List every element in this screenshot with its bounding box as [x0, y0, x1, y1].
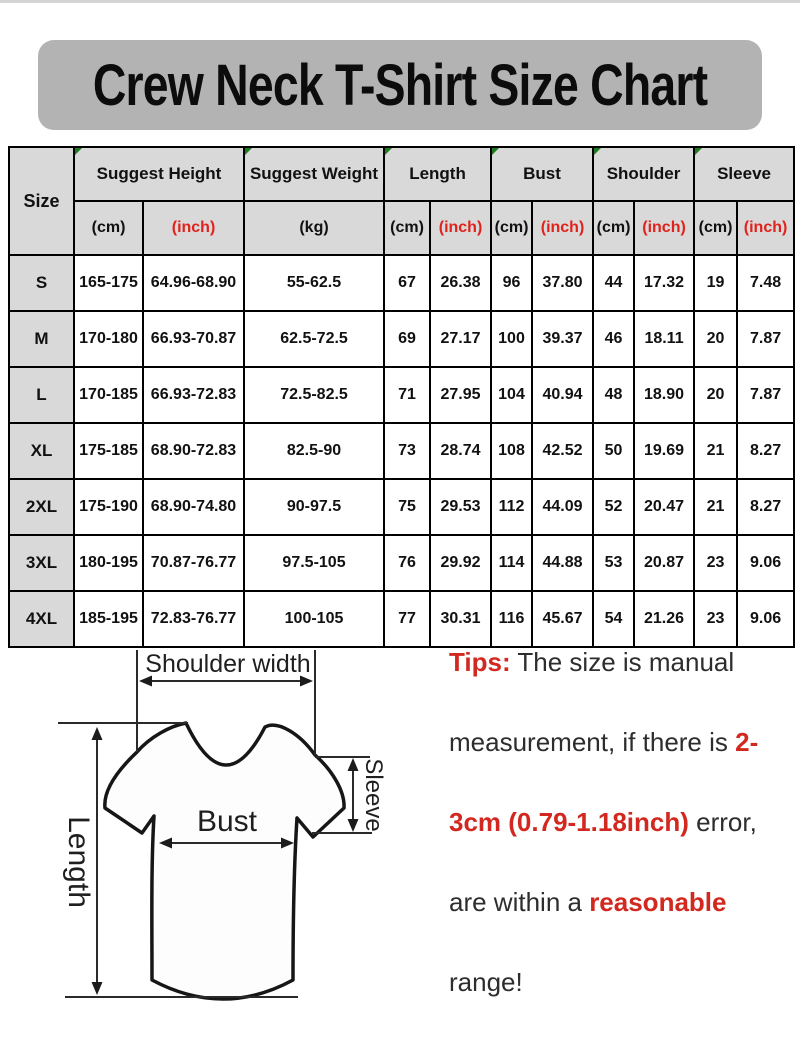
table-cell: 55-62.5 — [244, 255, 384, 311]
table-cell: 29.92 — [430, 535, 491, 591]
unit-header: (inch) — [634, 201, 694, 255]
table-cell: 20 — [694, 311, 737, 367]
table-cell: 7.87 — [737, 367, 794, 423]
table-row — [9, 591, 794, 647]
tips-segment: range! — [449, 967, 523, 997]
group-header-row — [9, 147, 794, 201]
tips-segment: are within a — [449, 887, 590, 917]
table-cell: 44.09 — [532, 479, 593, 535]
table-cell: 21 — [694, 423, 737, 479]
unit-header: (kg) — [244, 201, 384, 255]
shoulder-width-label: Shoulder width — [145, 650, 311, 678]
table-cell: 46 — [593, 311, 634, 367]
table-cell: 7.87 — [737, 311, 794, 367]
table-cell: 40.94 — [532, 367, 593, 423]
tips-segment: error, — [688, 807, 757, 837]
table-row — [9, 311, 794, 367]
table-row — [9, 535, 794, 591]
tips-line — [449, 886, 795, 966]
sleeve-label: Sleeve — [360, 758, 387, 832]
row-header-size: S — [9, 255, 74, 311]
table-cell: 20.87 — [634, 535, 694, 591]
table-cell: 64.96-68.90 — [143, 255, 244, 311]
table-cell: 19.69 — [634, 423, 694, 479]
unit-header: (cm) — [593, 201, 634, 255]
table-cell: 42.52 — [532, 423, 593, 479]
tips-segment: The size is manual — [510, 647, 735, 677]
table-cell: 44.88 — [532, 535, 593, 591]
table-cell: 9.06 — [737, 535, 794, 591]
unit-header: (cm) — [74, 201, 143, 255]
column-header-size: Size — [9, 147, 74, 255]
table-cell: 180-195 — [74, 535, 143, 591]
table-row — [9, 367, 794, 423]
table-cell: 18.11 — [634, 311, 694, 367]
row-header-size: M — [9, 311, 74, 367]
table-cell: 39.37 — [532, 311, 593, 367]
unit-header: (inch) — [737, 201, 794, 255]
table-cell: 27.95 — [430, 367, 491, 423]
table-cell: 70.87-76.77 — [143, 535, 244, 591]
tips-segment: reasonable — [589, 887, 727, 917]
table-cell: 45.67 — [532, 591, 593, 647]
table-cell: 8.27 — [737, 479, 794, 535]
tips-line — [449, 806, 795, 886]
table-cell: 18.90 — [634, 367, 694, 423]
table-cell: 26.38 — [430, 255, 491, 311]
unit-header: (cm) — [384, 201, 430, 255]
unit-header: (cm) — [491, 201, 532, 255]
table-cell: 66.93-72.83 — [143, 367, 244, 423]
table-cell: 71 — [384, 367, 430, 423]
length-label: Length — [62, 816, 95, 908]
table-cell: 72.5-82.5 — [244, 367, 384, 423]
column-group-header: Sleeve — [694, 147, 794, 201]
bust-label: Bust — [196, 805, 258, 838]
table-cell: 185-195 — [74, 591, 143, 647]
table-head — [9, 147, 794, 255]
table-cell: 100 — [491, 311, 532, 367]
table-cell: 28.74 — [430, 423, 491, 479]
tips-line — [449, 646, 795, 726]
unit-header: (inch) — [532, 201, 593, 255]
tips-line — [449, 966, 795, 1046]
table-cell: 53 — [593, 535, 634, 591]
table-cell: 69 — [384, 311, 430, 367]
table-cell: 54 — [593, 591, 634, 647]
top-divider — [0, 0, 800, 3]
column-group-header: Shoulder — [593, 147, 694, 201]
tips-segment: Tips: — [449, 647, 511, 677]
table-cell: 90-97.5 — [244, 479, 384, 535]
title-banner — [38, 40, 762, 130]
table-cell: 170-185 — [74, 367, 143, 423]
table-cell: 175-190 — [74, 479, 143, 535]
row-header-size: XL — [9, 423, 74, 479]
table-cell: 8.27 — [737, 423, 794, 479]
row-header-size: 3XL — [9, 535, 74, 591]
table-row — [9, 479, 794, 535]
table-cell: 27.17 — [430, 311, 491, 367]
table-cell: 23 — [694, 591, 737, 647]
table-cell: 82.5-90 — [244, 423, 384, 479]
table-cell: 9.06 — [737, 591, 794, 647]
table-cell: 48 — [593, 367, 634, 423]
page-title: Crew Neck T-Shirt Size Chart — [92, 52, 708, 118]
table-cell: 175-185 — [74, 423, 143, 479]
unit-header-row — [9, 201, 794, 255]
table-cell: 21.26 — [634, 591, 694, 647]
table-cell: 7.48 — [737, 255, 794, 311]
table-row — [9, 255, 794, 311]
table-cell: 23 — [694, 535, 737, 591]
tshirt-measurement-diagram — [0, 640, 445, 1040]
table-cell: 50 — [593, 423, 634, 479]
table-cell: 62.5-72.5 — [244, 311, 384, 367]
tips-segment: measurement, if there is — [449, 727, 736, 757]
unit-header: (cm) — [694, 201, 737, 255]
table-cell: 19 — [694, 255, 737, 311]
table-cell: 104 — [491, 367, 532, 423]
table-cell: 44 — [593, 255, 634, 311]
table-cell: 37.80 — [532, 255, 593, 311]
unit-header: (inch) — [430, 201, 491, 255]
table-cell: 72.83-76.77 — [143, 591, 244, 647]
table-cell: 112 — [491, 479, 532, 535]
row-header-size: 2XL — [9, 479, 74, 535]
table-cell: 29.53 — [430, 479, 491, 535]
table-cell: 100-105 — [244, 591, 384, 647]
tips-line — [449, 726, 795, 806]
table-cell: 97.5-105 — [244, 535, 384, 591]
table-body — [9, 255, 794, 647]
unit-header: (inch) — [143, 201, 244, 255]
table-cell: 96 — [491, 255, 532, 311]
column-group-header: Length — [384, 147, 491, 201]
table-cell: 68.90-74.80 — [143, 479, 244, 535]
table-cell: 67 — [384, 255, 430, 311]
table-cell: 30.31 — [430, 591, 491, 647]
table-cell: 20.47 — [634, 479, 694, 535]
table-cell: 77 — [384, 591, 430, 647]
table-row — [9, 423, 794, 479]
table-cell: 114 — [491, 535, 532, 591]
size-chart-table — [8, 146, 795, 648]
tshirt-outline — [105, 723, 344, 999]
table-cell: 52 — [593, 479, 634, 535]
table-cell: 20 — [694, 367, 737, 423]
table-cell: 68.90-72.83 — [143, 423, 244, 479]
table-cell: 21 — [694, 479, 737, 535]
table-cell: 165-175 — [74, 255, 143, 311]
column-group-header: Suggest Height — [74, 147, 244, 201]
table-cell: 73 — [384, 423, 430, 479]
table-cell: 108 — [491, 423, 532, 479]
table-cell: 76 — [384, 535, 430, 591]
tips-text — [449, 646, 795, 1046]
table-cell: 116 — [491, 591, 532, 647]
table-cell: 75 — [384, 479, 430, 535]
row-header-size: L — [9, 367, 74, 423]
table-cell: 66.93-70.87 — [143, 311, 244, 367]
column-group-header: Bust — [491, 147, 593, 201]
table-cell: 17.32 — [634, 255, 694, 311]
row-header-size: 4XL — [9, 591, 74, 647]
table-cell: 170-180 — [74, 311, 143, 367]
tips-segment: 3cm (0.79-1.18inch) — [449, 807, 689, 837]
column-group-header: Suggest Weight — [244, 147, 384, 201]
tips-segment: 2- — [735, 727, 759, 757]
